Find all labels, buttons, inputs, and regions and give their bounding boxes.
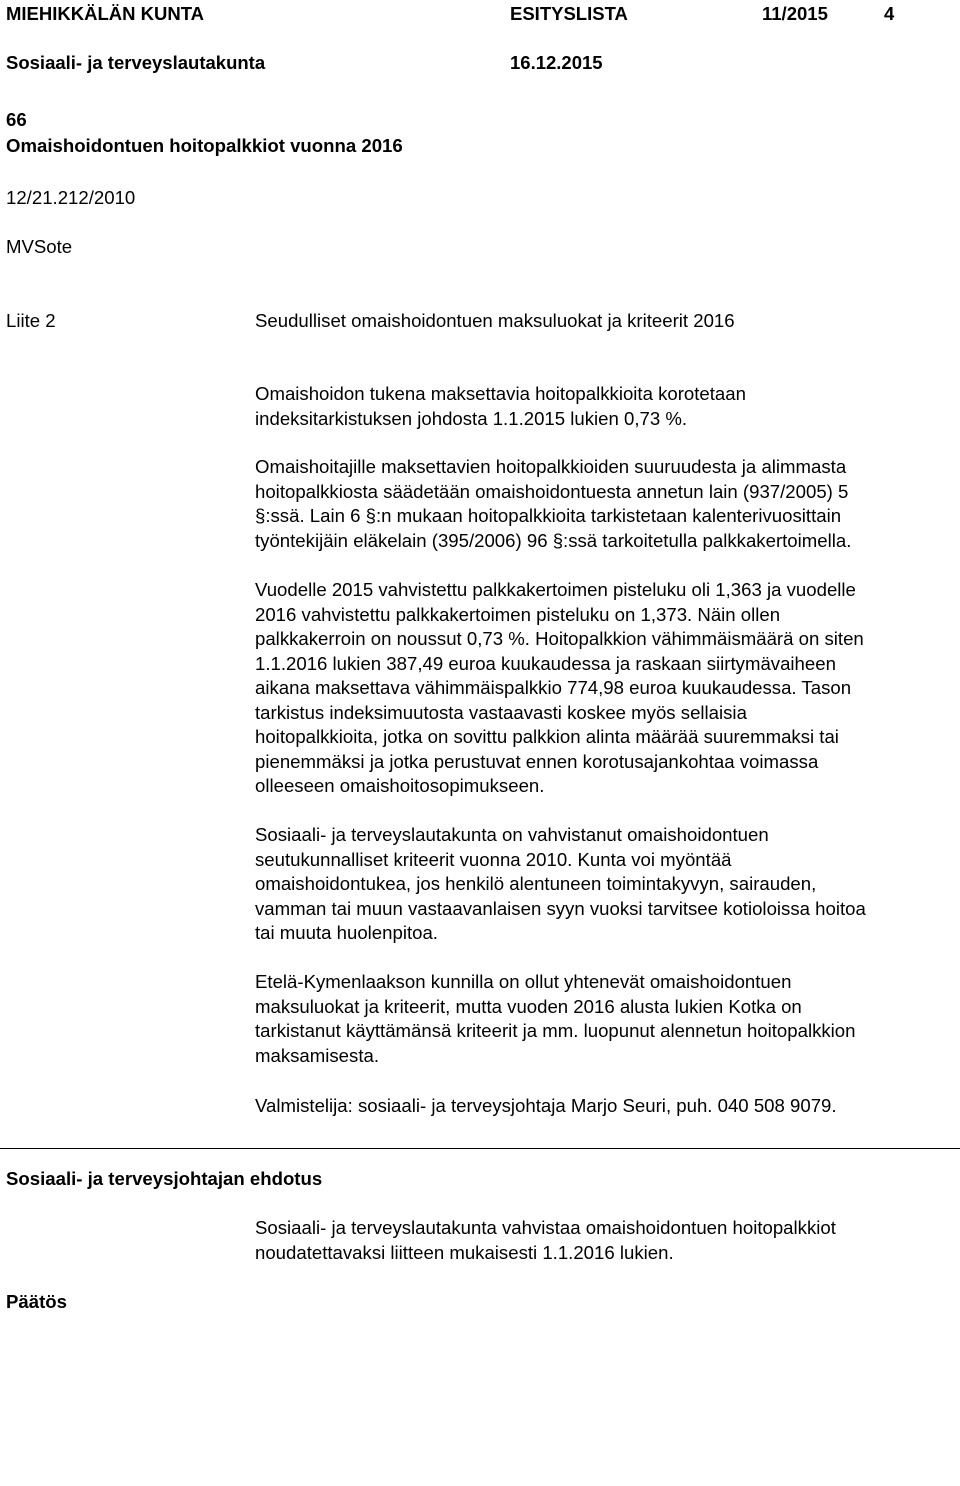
document-type: ESITYSLISTA xyxy=(510,3,628,24)
appendix-label: Liite 2 xyxy=(6,310,56,331)
decision-heading: Päätös xyxy=(6,1291,67,1312)
board-name: Sosiaali- ja terveyslautakunta xyxy=(6,52,266,73)
page-number: 4 xyxy=(884,3,895,24)
preparer-line: Valmistelija: sosiaali- ja terveysjohtaja Marjo Seuri, puh. 040 508 9079. xyxy=(255,1095,837,1116)
proposal-heading: Sosiaali- ja terveysjohtajan ehdotus xyxy=(6,1168,323,1189)
organization-name: MIEHIKKÄLÄN KUNTA xyxy=(6,3,204,24)
paragraph-legal-basis: Omaishoitajille maksettavien hoitopalkkioiden suuruudesta ja alimmasta hoitopalkkiosta säädetään omaishoidontuesta annetun lain (937/2005) 5 §:ssä. Lain 6 §:n mukaan hoitopalkkioita tarkistetaan kalenterivuosittain työntekijäin eläkelain (395/2006) 96 §:ssä tarkoitetulla palkkakertoimella. xyxy=(255,456,852,551)
appendix-text: Seudulliset omaishoidontuen maksuluokat ja kriteerit 2016 xyxy=(255,310,735,331)
paragraph-regional-criteria: Etelä-Kymenlaakson kunnilla on ollut yhtenevät omaishoidontuen maksuluokat ja kriteerit, mutta vuoden 2016 alusta lukien Kotka on tarkistanut käyttämänsä kriteerit ja mm. luopunut alennetun hoitopalkkion maksamisesta. xyxy=(255,971,856,1066)
section-divider xyxy=(0,1148,960,1149)
committee-label: MVSote xyxy=(6,236,73,257)
paragraph-index-adjustment: Omaishoidon tukena maksettavia hoitopalkkioita korotetaan indeksitarkistuksen johdosta 1.1.2015 lukien 0,73 %. xyxy=(255,383,746,429)
paragraph-criteria: Sosiaali- ja terveyslautakunta on vahvistanut omaishoidontuen seutukunnalliset kriteerit vuonna 2010. Kunta voi myöntää omaishoidontukea, jos henkilö alentuneen toimintakyvyn, sairauden, vamman tai muun vastaavanlaisen syyn vuoksi tarvitsee kotioloissa hoitoa tai muuta huolenpitoa. xyxy=(255,824,866,943)
issue-number: 11/2015 xyxy=(762,3,828,24)
proposal-text: Sosiaali- ja terveyslautakunta vahvistaa omaishoidontuen hoitopalkkiot noudatettavaksi liitteen mukaisesti 1.1.2016 lukien. xyxy=(255,1217,836,1263)
item-number: 66 xyxy=(6,109,27,130)
reference-number: 12/21.212/2010 xyxy=(6,187,136,208)
item-title: Omaishoidontuen hoitopalkkiot vuonna 2016 xyxy=(6,135,403,156)
meeting-date: 16.12.2015 xyxy=(510,52,603,73)
paragraph-salary-coefficient: Vuodelle 2015 vahvistettu palkkakertoimen pisteluku oli 1,363 ja vuodelle 2016 vahvistettu palkkakertoimen pisteluku on 1,373. Näin ollen palkkakerroin on noussut 0,73 %. Hoitopalkkion vähimmäismäärä on siten 1.1.2016 lukien 387,49 euroa kuukaudessa ja raskaan siirtymävaiheen aikana maksettava vähimmäispalkkio 774,98 euroa kuukaudessa. Tason tarkistus indeksimuutosta vastaavasti koskee myös sellaisia hoitopalkkioita, jotka on sovittu palkkion alinta määrää suuremmaksi tai pienemmäksi ja jotka perustuvat ennen korotusajankohtaa voimassa olleeseen omaishoitosopimukseen. xyxy=(255,579,864,796)
